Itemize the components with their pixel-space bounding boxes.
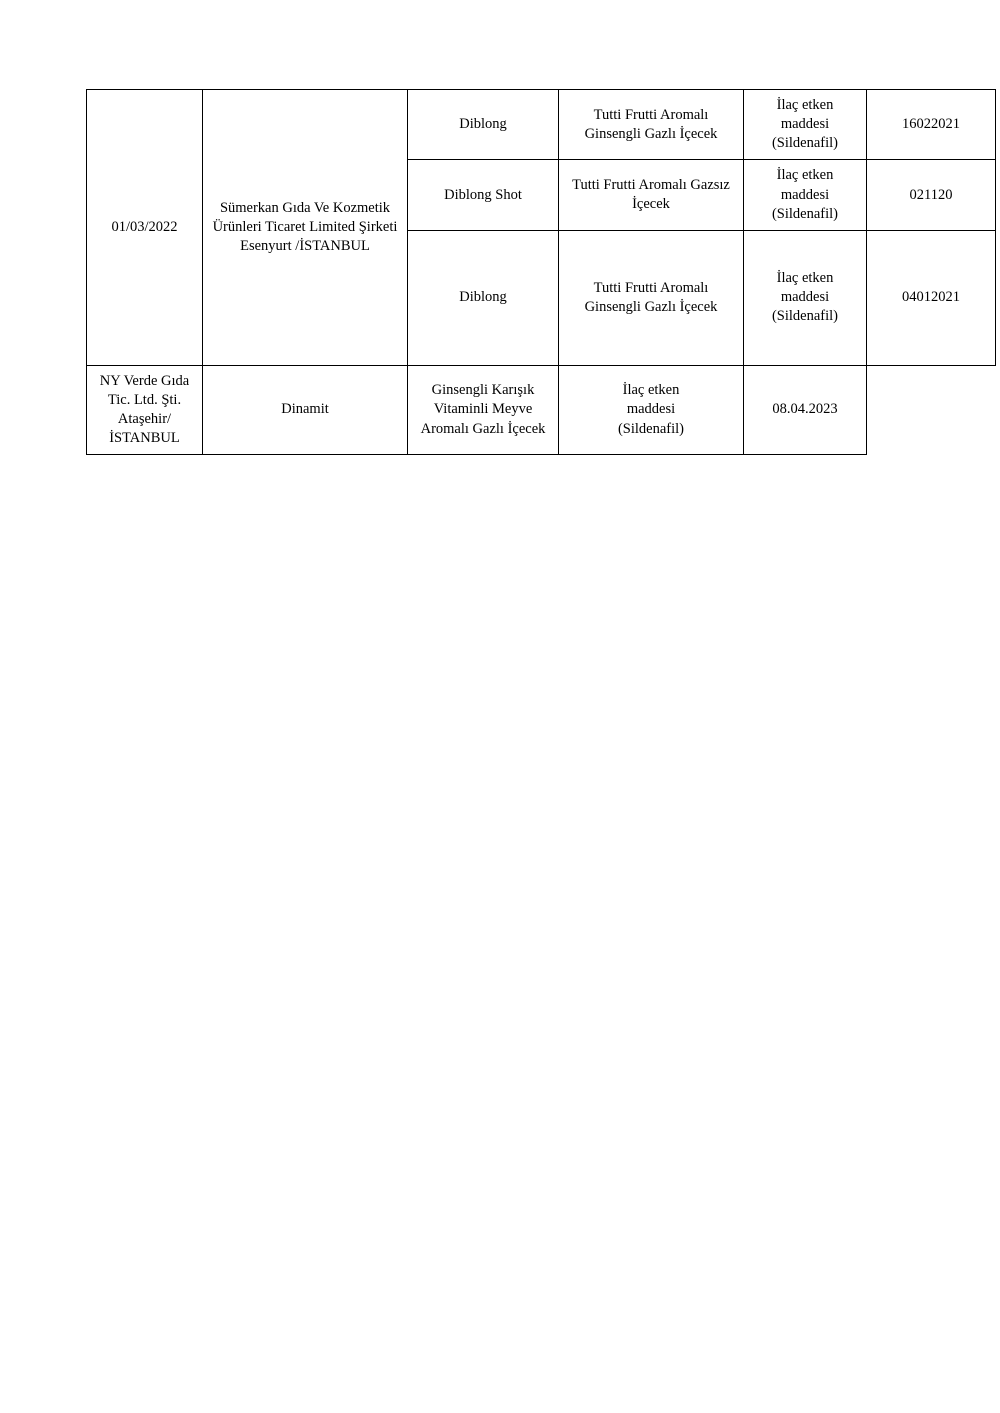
cell-reason <box>744 160 867 230</box>
cell-reason <box>744 90 867 160</box>
reason-line-3: (Sildenafil) <box>771 205 839 222</box>
cell-product: Tutti Frutti Aromalı Ginsengli Gazlı İçecek <box>559 90 744 160</box>
reason-line-2: maddesi <box>780 116 830 133</box>
reason-line-1: İlaç etken <box>776 270 834 287</box>
cell-firm: NY Verde Gıda Tic. Ltd. Şti. Ataşehir/İSTANBUL <box>87 365 203 455</box>
cell-batch: 16022021 <box>867 90 996 160</box>
reason-line-1: İlaç etken <box>776 97 834 113</box>
product-recall-table <box>86 89 996 455</box>
cell-brand: Dinamit <box>203 365 408 455</box>
cell-product: Ginsengli Karışık Vitaminli Meyve Aromalı Gazlı İçecek <box>408 365 559 455</box>
reason-line-3: (Sildenafil) <box>617 420 685 437</box>
reason-line-2: maddesi <box>626 401 676 418</box>
table-row <box>87 365 996 455</box>
cell-brand: Diblong <box>408 230 559 365</box>
reason-line-2: maddesi <box>780 186 830 203</box>
reason-line-1: İlaç etken <box>776 167 834 184</box>
table-row <box>87 90 996 160</box>
cell-product: Tutti Frutti Aromalı Ginsengli Gazlı İçecek <box>559 230 744 365</box>
cell-date: 01/03/2022 <box>87 90 203 366</box>
cell-reason <box>744 230 867 365</box>
reason-line-2: maddesi <box>780 289 830 306</box>
cell-batch: 08.04.2023 <box>744 365 867 455</box>
cell-brand: Diblong Shot <box>408 160 559 230</box>
cell-firm: Sümerkan Gıda Ve Kozmetik Ürünleri Ticaret Limited Şirketi Esenyurt /İSTANBUL <box>203 90 408 366</box>
cell-product: Tutti Frutti Aromalı Gazsız İçecek <box>559 160 744 230</box>
cell-batch: 04012021 <box>867 230 996 365</box>
reason-line-1: İlaç etken <box>622 382 680 399</box>
reason-line-3: (Sildenafil) <box>771 135 839 152</box>
reason-line-3: (Sildenafil) <box>771 308 839 325</box>
table-container <box>86 89 960 455</box>
cell-reason <box>559 365 744 455</box>
cell-brand: Diblong <box>408 90 559 160</box>
cell-batch: 021120 <box>867 160 996 230</box>
